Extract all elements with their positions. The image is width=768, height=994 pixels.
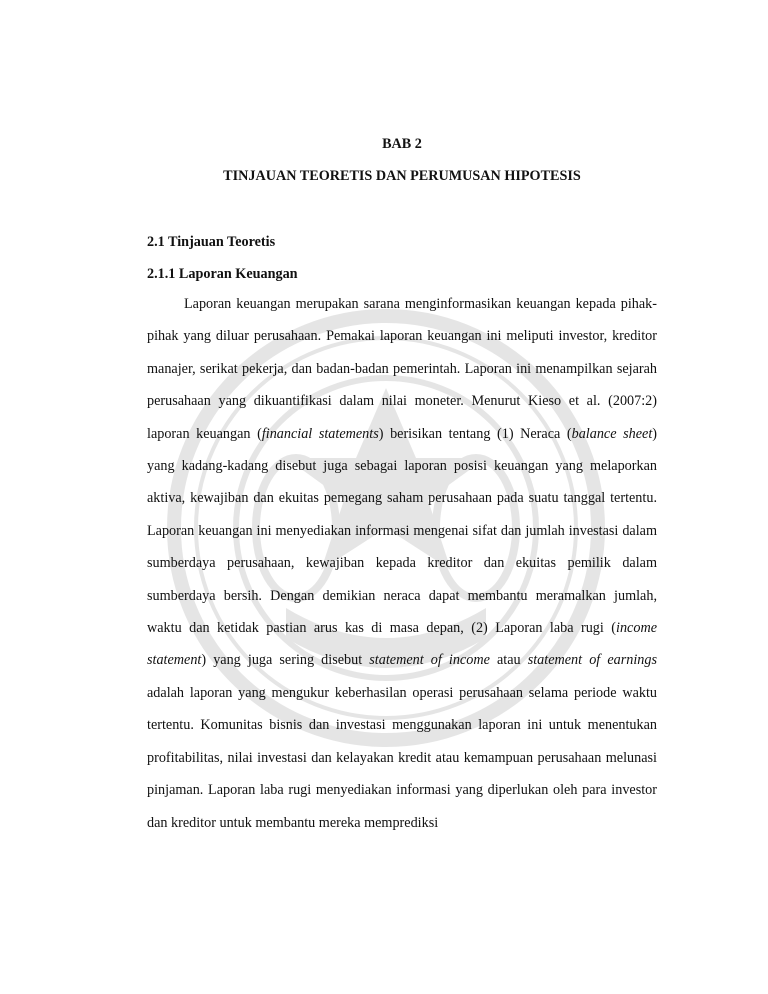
italic-term: financial statements — [261, 425, 379, 442]
text-run: atau — [489, 652, 528, 669]
text-run: Laporan keuangan merupakan sarana menginformasikan keuangan kepada pihak-pihak yang diluar perusahaan. Pemakai laporan keuangan ini meliputi investor, kreditor manajer, serikat pekerja, dan badan-badan pemerintah. Laporan ini menampilkan sejarah perusahaan yang dikuantifikasi dalam nilai moneter. Menurut Kieso et al. (2007:2) laporan keuangan ( — [147, 296, 657, 442]
text-run: adalah laporan yang mengukur keberhasilan operasi perusahaan selama periode waktu tertentu. Komunitas bisnis dan investasi menggunakan laporan ini untuk menentukan profitabilitas, nilai investasi dan kelayakan kredit atau kemampuan perusahaan melunasi pinjaman. Laporan laba rugi menyediakan informasi yang diperlukan oleh para investor dan kreditor untuk membantu mereka memprediksi — [147, 684, 657, 831]
italic-term: income statement — [147, 620, 657, 669]
italic-term: statement of earnings — [527, 652, 657, 669]
italic-term: balance sheet — [571, 425, 653, 442]
chapter-title: TINJAUAN TEORETIS DAN PERUMUSAN HIPOTESIS — [223, 168, 581, 184]
body-paragraph — [147, 288, 657, 839]
italic-term: statement of income — [369, 652, 490, 669]
subsection-heading: 2.1.1 Laporan Keuangan — [147, 266, 298, 282]
chapter-label: BAB 2 — [382, 136, 422, 152]
text-run: ) yang juga sering disebut — [201, 652, 370, 669]
text-run: ) yang kadang-kadang disebut juga sebagai laporan posisi keuangan yang melaporkan aktiva, kewajiban dan ekuitas pemegang saham perusahaan pada suatu tanggal tertentu. Laporan keuangan ini menyediakan informasi mengenai sifat dan jumlah investasi dalam sumberdaya perusahaan, kewajiban kepada kreditor dan ekuitas pemilik dalam sumberdaya bersih. Dengan demikian neraca dapat membantu meramalkan jumlah, waktu dan ketidak pastian arus kas di masa depan, (2) Laporan laba rugi ( — [147, 425, 657, 637]
section-heading: 2.1 Tinjauan Teoretis — [147, 234, 276, 250]
text-run: ) berisikan tentang (1) Neraca ( — [378, 425, 572, 442]
